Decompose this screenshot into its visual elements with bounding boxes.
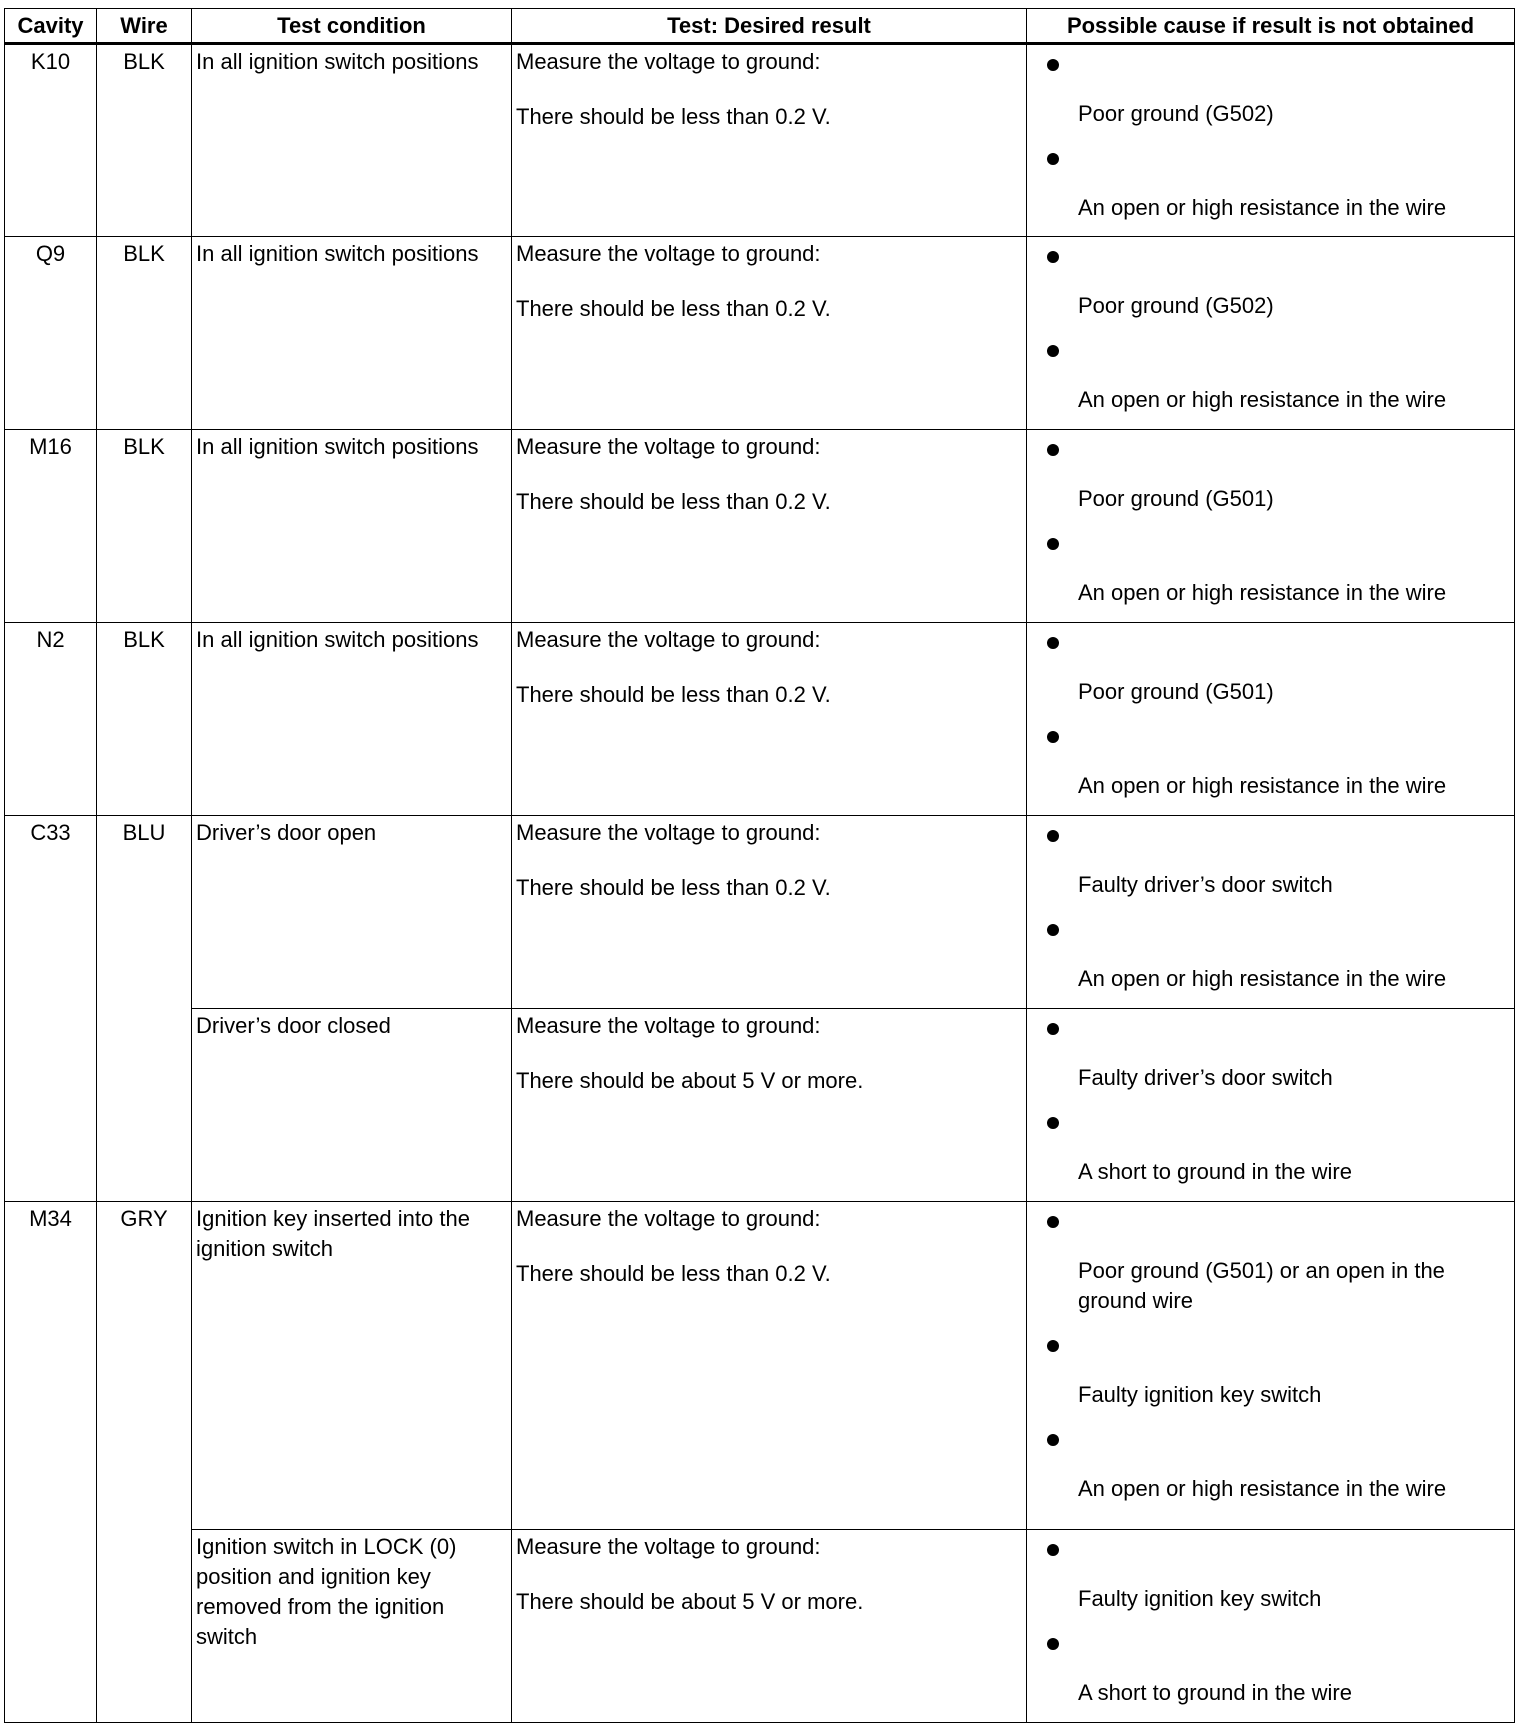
cause-cell — [1027, 816, 1515, 1009]
troubleshooting-table — [4, 8, 1515, 1723]
test-cell — [512, 1009, 1027, 1202]
cause-text: A short to ground in the wire — [1078, 1159, 1352, 1184]
test-instruction: Measure the voltage to ground: — [516, 820, 821, 845]
test-expected: There should be less than 0.2 V. — [516, 875, 831, 900]
cause-text: An open or high resistance in the wire — [1078, 966, 1447, 991]
test-instruction: Measure the voltage to ground: — [516, 434, 821, 459]
cause-text: Faulty ignition key switch — [1078, 1586, 1322, 1611]
bullet-icon — [1027, 721, 1514, 751]
cause-cell — [1027, 623, 1515, 816]
bullet-icon — [1027, 1628, 1514, 1658]
cause-cell — [1027, 237, 1515, 430]
bullet-icon — [1027, 49, 1514, 79]
table-row — [5, 1009, 1515, 1202]
bullet-icon — [1027, 627, 1514, 657]
test-instruction: Measure the voltage to ground: — [516, 241, 821, 266]
cause-text: Faulty driver’s door switch — [1078, 872, 1333, 897]
table-row — [5, 430, 1515, 623]
cause-text: An open or high resistance in the wire — [1078, 387, 1447, 412]
header-row — [5, 9, 1515, 44]
cause-cell — [1027, 44, 1515, 237]
condition-cell: Driver’s door open — [192, 816, 512, 1009]
cause-text: An open or high resistance in the wire — [1078, 195, 1447, 220]
cause-text: Faulty ignition key switch — [1078, 1382, 1322, 1407]
bullet-icon — [1027, 1013, 1514, 1043]
cavity-cell: M34 — [5, 1202, 97, 1723]
test-instruction: Measure the voltage to ground: — [516, 49, 821, 74]
header-test-condition: Test condition — [192, 9, 512, 44]
condition-cell: In all ignition switch positions — [192, 623, 512, 816]
table-row — [5, 816, 1515, 1009]
bullet-icon — [1027, 1206, 1514, 1236]
header-wire: Wire — [97, 9, 192, 44]
cause-text: An open or high resistance in the wire — [1078, 1476, 1447, 1501]
table-row — [5, 623, 1515, 816]
bullet-icon — [1027, 1534, 1514, 1564]
cause-text: Poor ground (G502) — [1078, 293, 1274, 318]
test-expected: There should be about 5 V or more. — [516, 1589, 864, 1614]
bullet-icon — [1027, 820, 1514, 850]
test-expected: There should be less than 0.2 V. — [516, 296, 831, 321]
wire-cell: BLU — [97, 816, 192, 1202]
test-cell — [512, 237, 1027, 430]
table-row — [5, 44, 1515, 237]
test-expected: There should be less than 0.2 V. — [516, 489, 831, 514]
test-expected: There should be about 5 V or more. — [516, 1068, 864, 1093]
condition-cell: Ignition key inserted into the ignition switch — [192, 1202, 512, 1530]
bullet-icon — [1027, 1330, 1514, 1360]
test-instruction: Measure the voltage to ground: — [516, 1534, 821, 1559]
wire-cell: BLK — [97, 237, 192, 430]
cause-cell — [1027, 1202, 1515, 1530]
cavity-cell: M16 — [5, 430, 97, 623]
bullet-icon — [1027, 528, 1514, 558]
condition-cell: Ignition switch in LOCK (0) position and ignition key removed from the ignition switch — [192, 1530, 512, 1723]
bullet-icon — [1027, 1107, 1514, 1137]
bullet-icon — [1027, 241, 1514, 271]
test-instruction: Measure the voltage to ground: — [516, 1206, 821, 1231]
cause-text: Poor ground (G501) or an open in the ground wire — [1078, 1258, 1445, 1313]
cause-text: An open or high resistance in the wire — [1078, 580, 1447, 605]
test-instruction: Measure the voltage to ground: — [516, 627, 821, 652]
condition-cell: In all ignition switch positions — [192, 430, 512, 623]
table-row — [5, 237, 1515, 430]
bullet-icon — [1027, 434, 1514, 464]
condition-cell: In all ignition switch positions — [192, 237, 512, 430]
cause-text: Faulty driver’s door switch — [1078, 1065, 1333, 1090]
test-cell — [512, 1202, 1027, 1530]
cavity-cell: Q9 — [5, 237, 97, 430]
cause-text: Poor ground (G501) — [1078, 486, 1274, 511]
header-cavity: Cavity — [5, 9, 97, 44]
test-expected: There should be less than 0.2 V. — [516, 1261, 831, 1286]
bullet-icon — [1027, 143, 1514, 173]
cause-cell — [1027, 430, 1515, 623]
table-row — [5, 1202, 1515, 1530]
test-cell — [512, 816, 1027, 1009]
cause-text: Poor ground (G502) — [1078, 101, 1274, 126]
header-possible-cause: Possible cause if result is not obtained — [1027, 9, 1515, 44]
cause-text: Poor ground (G501) — [1078, 679, 1274, 704]
test-cell — [512, 430, 1027, 623]
wire-cell: BLK — [97, 623, 192, 816]
condition-cell: In all ignition switch positions — [192, 44, 512, 237]
wire-cell: BLK — [97, 430, 192, 623]
cause-text: An open or high resistance in the wire — [1078, 773, 1447, 798]
test-expected: There should be less than 0.2 V. — [516, 104, 831, 129]
header-test-desired-result: Test: Desired result — [512, 9, 1027, 44]
test-cell — [512, 623, 1027, 816]
condition-cell: Driver’s door closed — [192, 1009, 512, 1202]
bullet-icon — [1027, 1424, 1514, 1454]
table-row — [5, 1530, 1515, 1723]
test-expected: There should be less than 0.2 V. — [516, 682, 831, 707]
test-cell — [512, 44, 1027, 237]
test-cell — [512, 1530, 1027, 1723]
cause-text: A short to ground in the wire — [1078, 1680, 1352, 1705]
cavity-cell: C33 — [5, 816, 97, 1202]
cause-cell — [1027, 1530, 1515, 1723]
test-instruction: Measure the voltage to ground: — [516, 1013, 821, 1038]
bullet-icon — [1027, 335, 1514, 365]
cause-cell — [1027, 1009, 1515, 1202]
cavity-cell: K10 — [5, 44, 97, 237]
cavity-cell: N2 — [5, 623, 97, 816]
bullet-icon — [1027, 914, 1514, 944]
wire-cell: BLK — [97, 44, 192, 237]
wire-cell: GRY — [97, 1202, 192, 1723]
